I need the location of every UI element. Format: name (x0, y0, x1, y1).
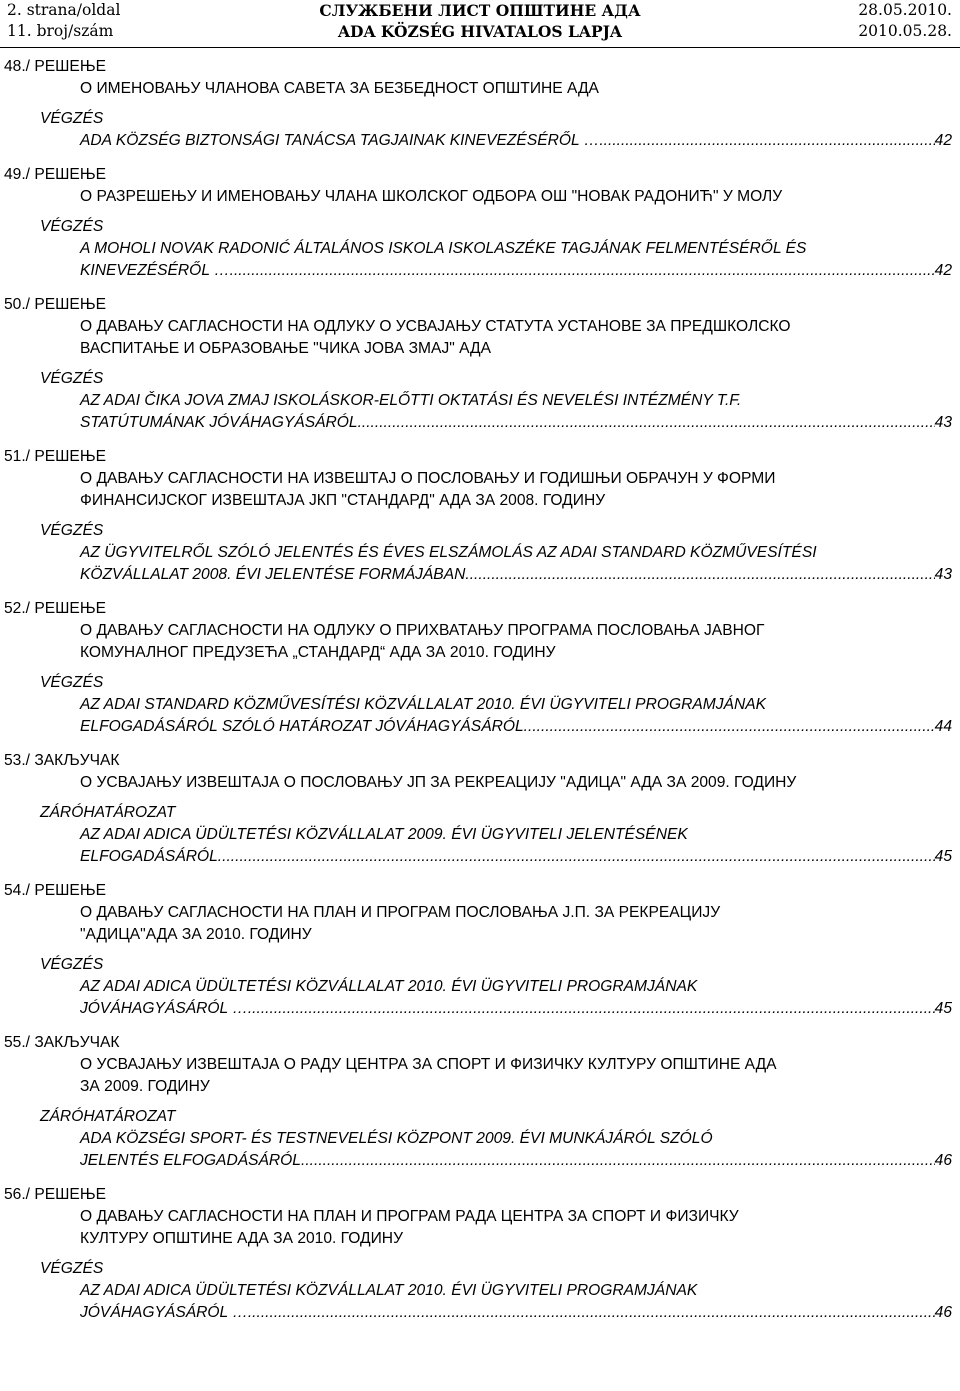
dot-leader (230, 260, 935, 282)
toc-entry (0, 598, 960, 738)
entry-title-hungarian: AZ ÜGYVITELRŐL SZÓLÓ JELENTÉS ÉS ÉVES ELSZÁMOLÁS AZ ADAI STANDARD KÖZMŰVESÍTÉSI (80, 544, 817, 561)
dot-leader (301, 1150, 935, 1172)
entry-title-serbian: О ИМЕНОВАЊУ ЧЛАНОВА САВЕТА ЗА БЕЗБЕДНОСТ ОПШТИНЕ АДА (80, 80, 599, 97)
toc-entry (0, 164, 960, 282)
publication-title-hungarian: ADA KÖZSÉG HIVATALOS LAPJA (338, 22, 622, 41)
entry-title-serbian: О ДАВАЊУ САГЛАСНОСТИ НА ПЛАН И ПРОГРАМ РАДА ЦЕНТРА ЗА СПОРТ И ФИЗИЧКУ (80, 1208, 739, 1225)
entry-title-serbian: О ДАВАЊУ САГЛАСНОСТИ НА ОДЛУКУ О ПРИХВАТАЊУ ПРОГРАМА ПОСЛОВАЊА ЈАВНОГ (80, 622, 765, 639)
issue-date-block (858, 0, 952, 42)
toc-entry (0, 1032, 960, 1172)
entry-title-serbian: КОМУНАЛНОГ ПРЕДУЗЕЋА „СТАНДАРД“ АДА ЗА 2010. ГОДИНУ (80, 644, 556, 661)
page-reference: 46 (934, 1152, 952, 1169)
issue-date-hungarian: 2010.05.28. (858, 22, 952, 40)
dot-leader (218, 846, 935, 868)
page-header (0, 0, 960, 48)
entry-type-hungarian: VÉGZÉS (40, 1260, 104, 1277)
entry-number-type: 49./ РЕШЕЊЕ (4, 166, 106, 183)
page-reference: 43 (934, 566, 952, 583)
entry-title-serbian: ФИНАНСИЈСКОГ ИЗВЕШТАЈА ЈКП "СТАНДАРД" АДА ЗА 2008. ГОДИНУ (80, 492, 606, 509)
entry-title-serbian: О ДАВАЊУ САГЛАСНОСТИ НА ОДЛУКУ О УСВАЈАЊУ СТАТУТА УСТАНОВЕ ЗА ПРЕДШКОЛСКО (80, 318, 791, 335)
entry-title-hungarian-end: ADA KÖZSÉG BIZTONSÁGI TANÁCSA TAGJAINAK KINEVEZÉSÉRŐL … (80, 132, 600, 149)
entry-leader-line (0, 412, 952, 434)
page-reference: 46 (934, 1304, 952, 1321)
entry-number-type: 51./ РЕШЕЊЕ (4, 448, 106, 465)
entry-title-hungarian-end: ELFOGADÁSÁRÓL (80, 848, 218, 865)
entry-title-serbian: КУЛТУРУ ОПШТИНЕ АДА ЗА 2010. ГОДИНУ (80, 1230, 403, 1247)
entry-title-serbian: ВАСПИТАЊЕ И ОБРАЗОВАЊЕ "ЧИКА ЈОВА ЗМАЈ" АДА (80, 340, 491, 357)
entry-number-type: 54./ РЕШЕЊЕ (4, 882, 106, 899)
entry-title-serbian: О ДАВАЊУ САГЛАСНОСТИ НА ИЗВЕШТАЈ О ПОСЛОВАЊУ И ГОДИШЊИ ОБРАЧУН У ФОРМИ (80, 470, 776, 487)
entry-title-hungarian-end: JELENTÉS ELFOGADÁSÁRÓL (80, 1152, 301, 1169)
entry-title-serbian: "АДИЦА"АДА ЗА 2010. ГОДИНУ (80, 926, 312, 943)
entry-type-hungarian: VÉGZÉS (40, 110, 104, 127)
page-reference: 45 (934, 1000, 952, 1017)
toc-entry (0, 294, 960, 434)
entry-title-hungarian: AZ ADAI STANDARD KÖZMŰVESÍTÉSI KÖZVÁLLALAT 2010. ÉVI ÜGYVITELI PROGRAMJÁNAK (80, 696, 767, 713)
toc-entry (0, 750, 960, 868)
entry-title-hungarian-end: KÖZVÁLLALAT 2008. ÉVI JELENTÉSE FORMÁJÁBAN (80, 566, 466, 583)
entry-title-hungarian-end: ELFOGADÁSÁRÓL SZÓLÓ HATÁROZAT JÓVÁHAGYÁSÁRÓL (80, 718, 524, 735)
dot-leader (599, 130, 934, 152)
entry-leader-line (0, 130, 952, 152)
entry-type-hungarian: VÉGZÉS (40, 370, 104, 387)
toc-entry (0, 1184, 960, 1324)
page-number-line-2: 11. broj/szám (7, 22, 114, 40)
entry-type-hungarian: VÉGZÉS (40, 218, 104, 235)
entry-title-serbian: ЗА 2009. ГОДИНУ (80, 1078, 210, 1095)
entry-number-type: 53./ ЗАКЉУЧАК (4, 752, 120, 769)
page-reference: 42 (934, 262, 952, 279)
entry-number-type: 56./ РЕШЕЊЕ (4, 1186, 106, 1203)
entry-leader-line (0, 998, 952, 1020)
entry-title-hungarian-end: STATÚTUMÁNAK JÓVÁHAGYÁSÁRÓL (80, 414, 358, 431)
page-number-line-1: 2. strana/oldal (7, 1, 121, 19)
page-reference: 44 (934, 718, 952, 735)
entry-title-hungarian: AZ ADAI ČIKA JOVA ZMAJ ISKOLÁSKOR-ELŐTTI OKTATÁSI ÉS NEVELÉSI INTÉZMÉNY T.F. (80, 392, 742, 409)
entry-title-hungarian: AZ ADAI ADICA ÜDÜLTETÉSI KÖZVÁLLALAT 2010. ÉVI ÜGYVITELI PROGRAMJÁNAK (80, 1282, 698, 1299)
toc-entry (0, 880, 960, 1020)
dot-leader (524, 716, 935, 738)
entry-type-hungarian: VÉGZÉS (40, 674, 104, 691)
entry-leader-line (0, 846, 952, 868)
toc-entry (0, 446, 960, 586)
entry-title-hungarian: AZ ADAI ADICA ÜDÜLTETÉSI KÖZVÁLLALAT 2010. ÉVI ÜGYVITELI PROGRAMJÁNAK (80, 978, 698, 995)
entry-title-hungarian-end: JÓVÁHAGYÁSÁRÓL … (80, 1304, 248, 1321)
entry-type-hungarian: VÉGZÉS (40, 956, 104, 973)
publication-title-serbian: СЛУЖБЕНИ ЛИСТ ОПШТИНЕ АДА (319, 1, 641, 20)
entry-type-hungarian: ZÁRÓHATÁROZAT (40, 804, 176, 821)
entry-leader-line (0, 564, 952, 586)
entry-title-hungarian: A MOHOLI NOVAK RADONIĆ ÁLTALÁNOS ISKOLA ISKOLASZÉKE TAGJÁNAK FELMENTÉSÉRŐL ÉS (80, 240, 807, 257)
page-reference: 42 (934, 132, 952, 149)
entry-title-serbian: О УСВАЈАЊУ ИЗВЕШТАЈА О ПОСЛОВАЊУ ЈП ЗА РЕКРЕАЦИЈУ "АДИЦА" АДА ЗА 2009. ГОДИНУ (80, 774, 797, 791)
page-reference: 45 (934, 848, 952, 865)
toc-entry (0, 56, 960, 152)
publication-title-block (0, 0, 960, 42)
entry-leader-line (0, 260, 952, 282)
page-reference: 43 (934, 414, 952, 431)
entry-type-hungarian: ZÁRÓHATÁROZAT (40, 1108, 176, 1125)
dot-leader (358, 412, 935, 434)
entry-title-hungarian-end: JÓVÁHAGYÁSÁRÓL … (80, 1000, 248, 1017)
dot-leader (248, 998, 935, 1020)
entry-title-hungarian: AZ ADAI ADICA ÜDÜLTETÉSI KÖZVÁLLALAT 2009. ÉVI ÜGYVITELI JELENTÉSÉNEK (80, 826, 688, 843)
entry-leader-line (0, 716, 952, 738)
dot-leader (248, 1302, 935, 1324)
entry-leader-line (0, 1150, 952, 1172)
dot-leader (465, 564, 934, 586)
entry-title-serbian: О ДАВАЊУ САГЛАСНОСТИ НА ПЛАН И ПРОГРАМ ПОСЛОВАЊА Ј.П. ЗА РЕКРЕАЦИЈУ (80, 904, 721, 921)
entry-title-serbian: О РАЗРЕШЕЊУ И ИМЕНОВАЊУ ЧЛАНА ШКОЛСКОГ ОДБОРА ОШ "НОВАК РАДОНИЋ" У МОЛУ (80, 188, 783, 205)
issue-date-serbian: 28.05.2010. (858, 1, 952, 19)
entry-title-hungarian: ADA KÖZSÉGI SPORT- ÉS TESTNEVELÉSI KÖZPONT 2009. ÉVI MUNKÁJÁRÓL SZÓLÓ (80, 1130, 713, 1147)
table-of-contents (0, 56, 960, 1324)
entry-title-hungarian-end: KINEVEZÉSÉRŐL … (80, 262, 230, 279)
entry-number-type: 48./ РЕШЕЊЕ (4, 58, 106, 75)
entry-number-type: 55./ ЗАКЉУЧАК (4, 1034, 120, 1051)
entry-number-type: 50./ РЕШЕЊЕ (4, 296, 106, 313)
entry-number-type: 52./ РЕШЕЊЕ (4, 600, 106, 617)
entry-type-hungarian: VÉGZÉS (40, 522, 104, 539)
entry-title-serbian: О УСВАЈАЊУ ИЗВЕШТАЈА О РАДУ ЦЕНТРА ЗА СПОРТ И ФИЗИЧКУ КУЛТУРУ ОПШТИНЕ АДА (80, 1056, 777, 1073)
entry-leader-line (0, 1302, 952, 1324)
